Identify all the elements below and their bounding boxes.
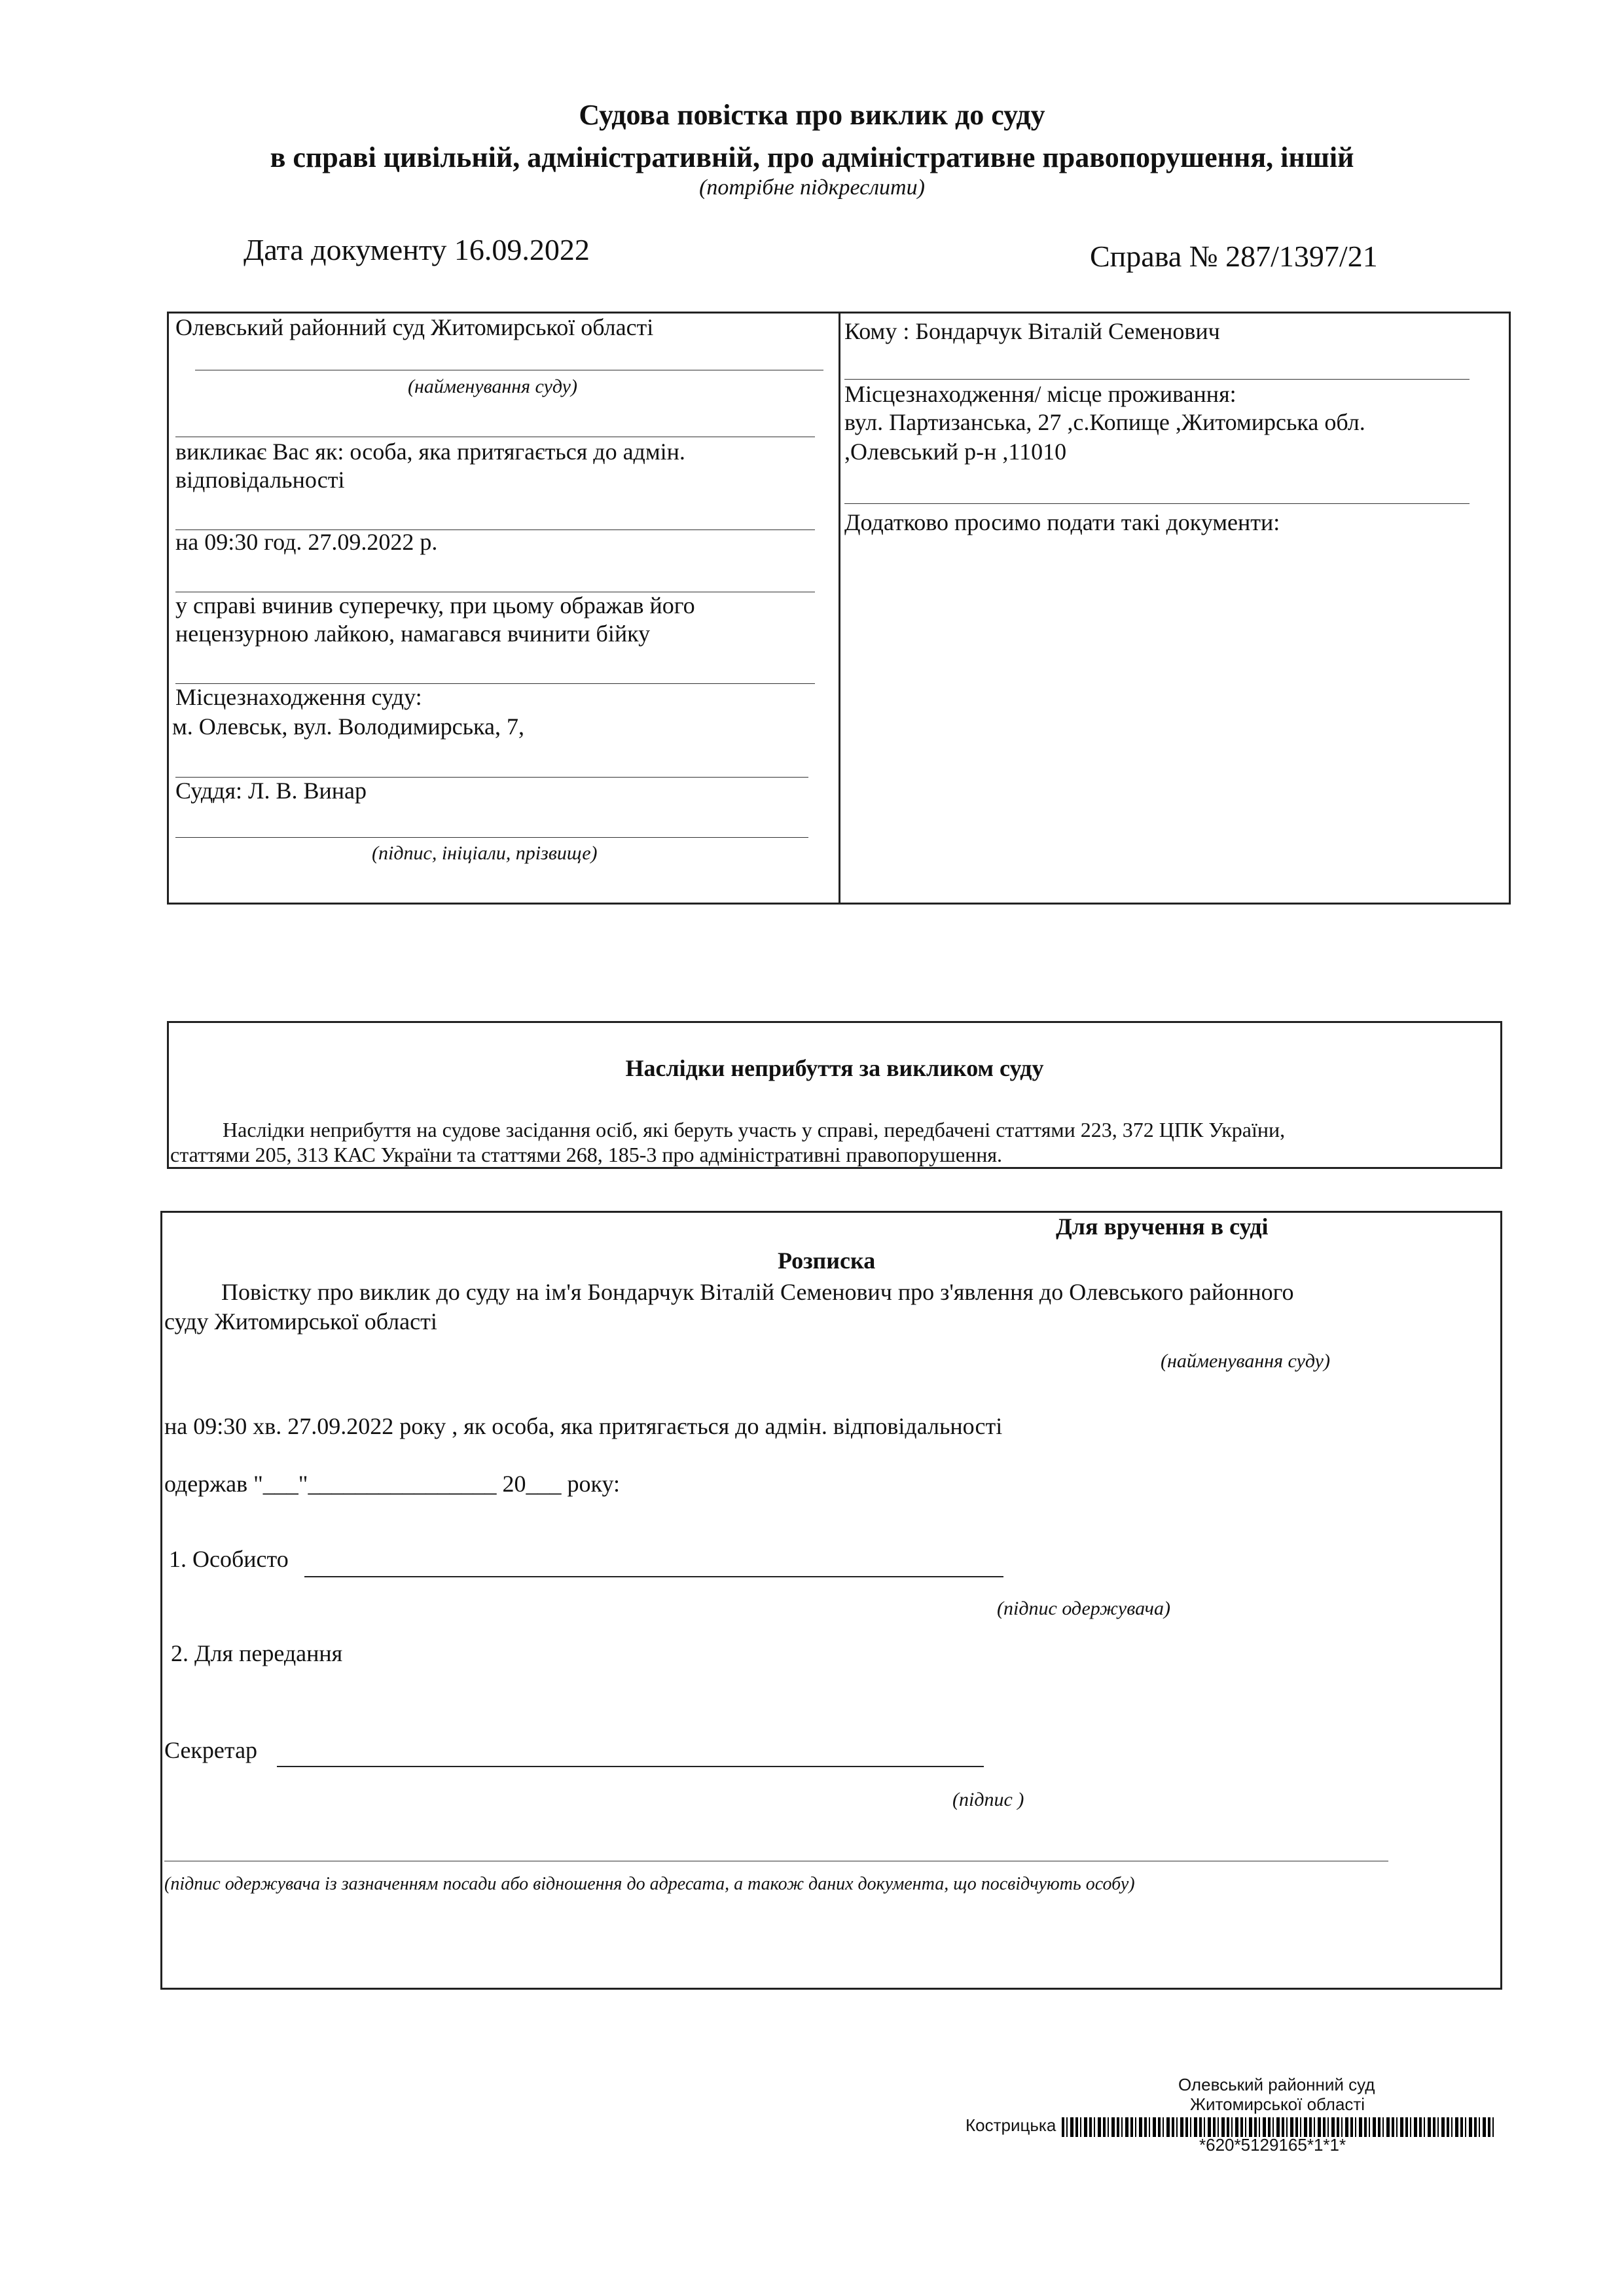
footer-note: (підпис одержувача із зазначенням посади або відношення до адресата, а також даних документа, що посвідчують особу) xyxy=(164,1874,1135,1894)
for-transfer-label: 2. Для передання xyxy=(171,1640,343,1666)
document-date: Дата документу 16.09.2022 xyxy=(244,233,590,266)
received-date-line: одержав "___"________________ 20___ року: xyxy=(164,1471,621,1497)
receipt-court-caption: (найменування суду) xyxy=(1161,1350,1330,1372)
consequences-text: Наслідки неприбуття на судове засідання осіб, які беруть участь у справі, передбачені статтями 223, 372 ЦПК України, xyxy=(223,1118,1286,1141)
signature-caption: (підпис, ініціали, прізвище) xyxy=(372,842,598,864)
receipt-text-cont: суду Житомирської області xyxy=(164,1308,437,1335)
barcode-text: *620*5129165*1*1* xyxy=(1199,2135,1346,2155)
receipt-time-line: на 09:30 хв. 27.09.2022 року , як особа, яка притягається до адмін. відповідальності xyxy=(164,1413,1003,1439)
court-stamp-line1: Олевський районний суд xyxy=(1178,2075,1375,2094)
receipt-title: Розписка xyxy=(778,1247,876,1274)
barcode xyxy=(1062,2117,1495,2137)
secretary-signature-caption: (підпис ) xyxy=(952,1789,1024,1810)
hearing-time: на 09:30 год. 27.09.2022 р. xyxy=(175,529,438,555)
for-court-label: Для вручення в суді xyxy=(1056,1213,1269,1240)
summons-table xyxy=(167,312,1511,905)
recipient-line xyxy=(844,379,1470,380)
receipt-box xyxy=(160,1211,1502,1990)
personally-signature-line xyxy=(304,1576,1003,1577)
personally-label: 1. Особисто xyxy=(169,1546,289,1572)
residence-address: вул. Партизанська, 27 ,с.Копище ,Житомирська обл. xyxy=(844,409,1365,435)
secretary-label: Секретар xyxy=(164,1737,258,1763)
case-matter-cont: нецензурною лайкою, намагався вчинити бійку xyxy=(175,620,651,647)
column-divider xyxy=(839,314,840,903)
case-number: Справа № 287/1397/21 xyxy=(1090,240,1378,273)
consequences-box xyxy=(167,1021,1502,1169)
residence-line xyxy=(844,503,1470,504)
extra-documents-label: Додатково просимо подати такі документи: xyxy=(844,509,1280,535)
title-note: (потрібне підкреслити) xyxy=(699,175,925,200)
court-name-caption: (найменування суду) xyxy=(408,376,577,397)
case-matter: у справі вчинив суперечку, при цьому ображав його xyxy=(175,592,695,619)
receipt-text: Повістку про виклик до суду на ім'я Бондарчук Віталій Семенович про з'явлення до Олевського районного xyxy=(221,1279,1294,1305)
document-subtitle: в справі цивільній, адміністративній, про адміністративне правопорушення, іншій xyxy=(270,141,1354,173)
document-title: Судова повістка про виклик до суду xyxy=(579,99,1045,131)
secretary-signature-line xyxy=(277,1766,984,1767)
consequences-title: Наслідки неприбуття за викликом суду xyxy=(625,1055,1044,1081)
summons-role-cont: відповідальності xyxy=(175,467,345,493)
residence-address-cont: ,Олевський р-н ,11010 xyxy=(844,439,1067,465)
clerk-name: Кострицька xyxy=(965,2115,1056,2135)
recipient-name: Кому : Бондарчук Віталій Семенович xyxy=(844,318,1220,344)
judge-name: Суддя: Л. В. Винар xyxy=(175,778,367,804)
court-location: м. Олевськ, вул. Володимирська, 7, xyxy=(172,713,524,740)
summons-role: викликає Вас як: особа, яка притягається до адмін. xyxy=(175,439,685,465)
recipient-signature-caption: (підпис одержувача) xyxy=(997,1598,1170,1619)
consequences-text-cont: статтями 205, 313 КАС України та статтями 268, 185-3 про адміністративні правопорушення. xyxy=(170,1143,1003,1166)
signature-line xyxy=(175,837,808,838)
residence-label: Місцезнаходження/ місце проживання: xyxy=(844,381,1236,407)
court-location-label: Місцезнаходження суду: xyxy=(175,684,422,710)
court-stamp-line2: Житомирської області xyxy=(1190,2094,1365,2114)
court-name: Олевський районний суд Житомирської області xyxy=(175,314,654,340)
